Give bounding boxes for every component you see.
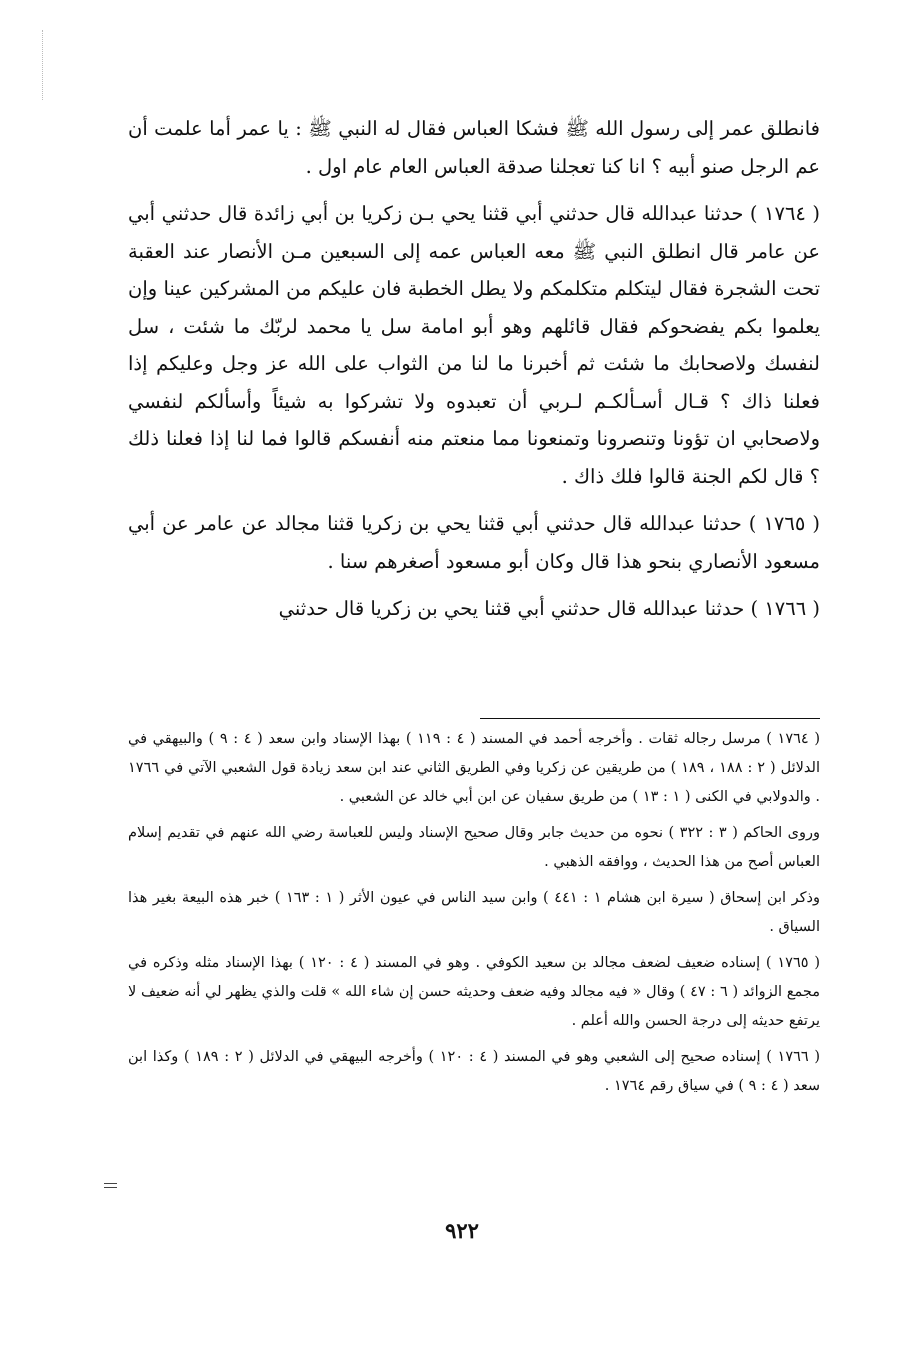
footnote-1766: ( ١٧٦٦ ) إسناده صحيح إلى الشعبي وهو في المسند ( ٤ : ١٢٠ ) وأخرجه البيهقي في الدلائل ( ٢ : ١٨٩ ) وكذا ابن سعد ( ٤ : ٩ ) في سياق رقم ١٧٦٤ . — [128, 1049, 820, 1094]
margin-line — [42, 30, 43, 100]
footnote-separator — [480, 718, 820, 719]
hadith-1765: ( ١٧٦٥ ) حدثنا عبدالله قال حدثني أبي قثنا يحي بن زكريا قثنا مجالد عن عامر عن أبي مسعود الأنصاري بنحو هذا قال وكان أبو مسعود أصغرهم سنا . — [128, 512, 820, 573]
footnotes — [128, 725, 820, 1108]
footnote-1764: ( ١٧٦٤ ) مرسل رجاله ثقات . وأخرجه أحمد في المسند ( ٤ : ١١٩ ) بهذا الإسناد وابن سعد ( ٤ : ٩ ) والبيهقي في الدلائل ( ٢ : ١٨٨ ، ١٨٩ ) من طريقين عن زكريا وفي الطريق الثاني عند ابن سعد زيادة قول الشعبي الآتي في ١٧٦٦ . والدولابي في الكنى ( ١ : ١٣ ) من طريق سفيان عن ابن أبي خالد عن الشعبي . — [128, 731, 820, 805]
edge-mark — [104, 1183, 117, 1188]
hadith-1766: ( ١٧٦٦ ) حدثنا عبدالله قال حدثني أبي قثنا يحي بن زكريا قال حدثني — [278, 597, 820, 620]
page-number: ٩٢٢ — [445, 1218, 479, 1243]
footnote-1765: ( ١٧٦٥ ) إسناده ضعيف لضعف مجالد بن سعيد الكوفي . وهو في المسند ( ٤ : ١٢٠ ) بهذا الإسناد مثله وذكره في مجمع الزوائد ( ٦ : ٤٧ ) وقال « فيه مجالد وفيه ضعف وحديثه حسن إن شاء الله » قلت والذي يظهر لي أنه ضعيف لا يرتفع حديثه إلى درجة الحسن والله أعلم . — [128, 955, 821, 1029]
footnote-1764-hakim: وروى الحاكم ( ٣ : ٣٢٢ ) نحوه من حديث جابر وقال صحيح الإسناد وليس للعباسة رضي الله عنهم في تقديم إسلام العباس أصح من هذا الحديث ، ووافقه الذهبي . — [128, 825, 821, 870]
main-text — [128, 110, 820, 638]
footnote-1764-ibn-ishaq: وذكر ابن إسحاق ( سيرة ابن هشام ١ : ٤٤١ ) وابن سيد الناس في عيون الأثر ( ١ : ١٦٣ ) خبر هذه البيعة بغير هذا السياق . — [128, 890, 821, 935]
hadith-1764: ( ١٧٦٤ ) حدثنا عبدالله قال حدثني أبي قثنا يحي بـن زكريا بن أبي زائدة قال حدثني أبي عن عامر قال انطلق النبي ﷺ معه العباس عمه إلى السبعين مـن الأنصار عند العقبة تحت الشجرة فقال ليتكلم متكلمكم ولا يطل الخطبة فان عليكم من المشركين عينا وإن يعلموا بكم يفضحوكم فقال قائلهم وهو أبو امامة سل يا محمد لربّك ما شئت ، سل لنفسك ولاصحابك ما شئت ثم أخبرنا ما لنا من الثواب على الله عز وجل وعليكم إذا فعلنا ذاك ؟ قـال أسـألكـم لـربي أن تعبدوه ولا تشركوا به شيئاً وأسألكم لنفسي ولاصحابي ان تؤونا وتنصرونا وتمنعونا مما منعتم منه أنفسكم قالوا فما لنا إذا فعلنا ذلك ؟ قال لكم الجنة قالوا فلك ذاك . — [128, 202, 821, 488]
paragraph-continuation: فانطلق عمر إلى رسول الله ﷺ فشكا العباس فقال له النبي ﷺ : يا عمر أما علمت أن عم الرجل صنو أبيه ؟ انا كنا تعجلنا صدقة العباس العام عام اول . — [128, 117, 820, 178]
